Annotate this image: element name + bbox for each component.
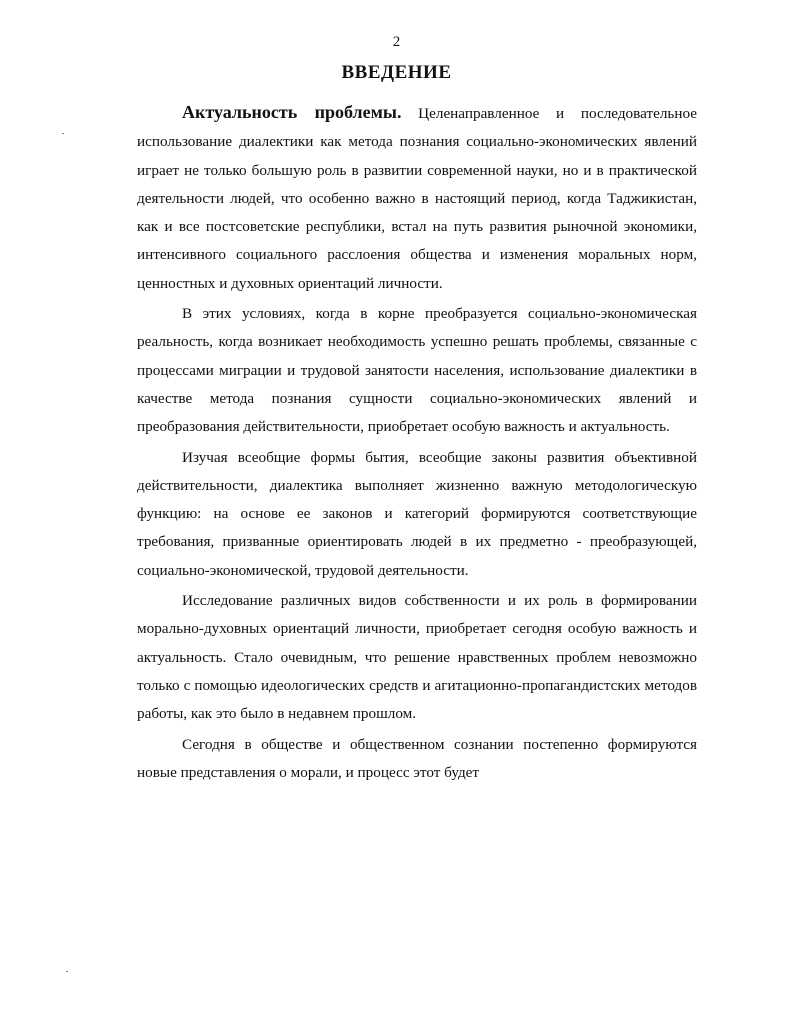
paragraph-today: Сегодня в обществе и общественном сознании постепенно формируются новые представления о морали, и процесс этот будет xyxy=(137,735,697,781)
paragraph-property: Исследование различных видов собственности и их роль в формировании морально-духовных ориентаций личности, приобретает сегодня особую важность и актуальность. Стало очевидным, что решение нравственных проблем невозможно только с помощью идеологических средств и агитационно-пропагандистских методов работы, как это было в недавнем прошлом. xyxy=(137,592,697,723)
page-title: ВВЕДЕНИЕ xyxy=(341,62,452,83)
page-number: 2 xyxy=(392,34,401,50)
paragraph-dialectics: Изучая всеобщие формы бытия, всеобщие законы развития объективной действительности, диалектика выполняет жизненно важную методологическую функцию: на основе ее законов и категорий формируются соответствующие требования, призванные ориентировать людей в их предметно - преобразующей, социально-экономической, трудовой деятельности. xyxy=(137,448,697,579)
scan-speck xyxy=(66,971,68,972)
document-body xyxy=(137,98,697,787)
section-lead-heading: Актуальность проблемы. xyxy=(182,102,402,122)
paragraph-text: Целенаправленное и последовательное использование диалектики как метода познания социально-экономических явлений играет не только большую роль в развитии современной науки, но и в практической деятельности людей, что особенно важно в настоящий период, когда Таджикистан, как и все постсоветские республики, встал на путь развития рыночной экономики, интенсивного социального расслоения общества и изменения моральных норм, ценностных и духовных ориентаций личности. xyxy=(137,105,698,292)
paragraph-conditions: В этих условиях, когда в корне преобразуется социально-экономическая реальность, когда возникает необходимость успешно решать проблемы, связанные с процессами миграции и трудовой занятости населения, использование диалектики в качестве метода познания сущности социально-экономических явлений и преобразования действительности, приобретает особую важность и актуальность. xyxy=(137,305,697,436)
scan-speck xyxy=(62,133,64,134)
paragraph-relevance xyxy=(137,98,697,298)
